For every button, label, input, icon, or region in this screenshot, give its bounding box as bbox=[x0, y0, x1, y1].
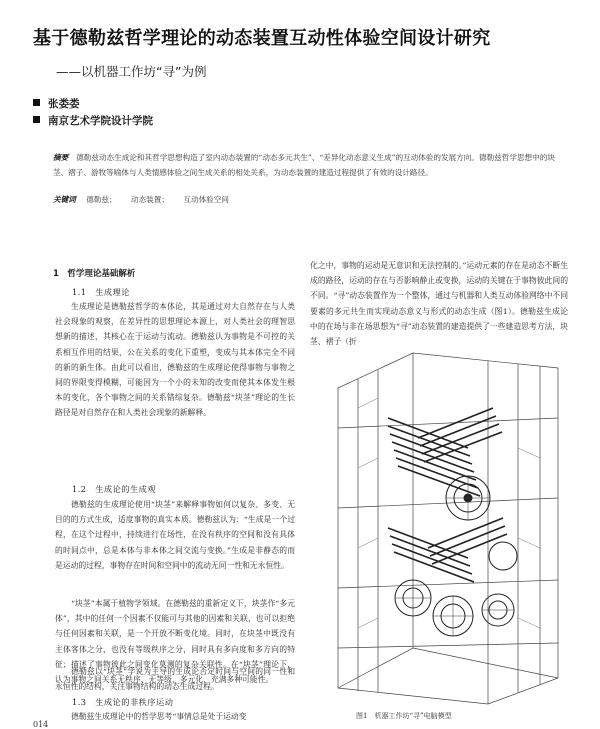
abstract-label: 摘要 bbox=[53, 153, 69, 162]
keyword: 动态装置； bbox=[131, 195, 169, 204]
author-affiliation: 南京艺术学院设计学院 bbox=[48, 115, 153, 127]
body-paragraph: 化之中，事物的运动是无意识和无法控制的。”运动元素的存在是动态不断生成的路径，运动的存在与否影响静止或变换，运动的关键在于事物彼此间的不同。“寻”动态装置作为一个整体，通过与机器和人类互动体验网络中不同要素的多元共生而实现动态意义与形式的动态生成（图1）。德勒兹生成论中的在场与非在场思想为“寻”动态装置的建造提供了一些建造思考方法，块茎、褶子（折 bbox=[310, 261, 568, 347]
section-heading: 1 哲学理论基础解析 bbox=[53, 269, 136, 279]
body-paragraph: 德勒兹以“块茎”学说为主导的生成论否定时间与空间的同一性和永恒性的结构，关注事物结构的动态生成过程。 bbox=[55, 667, 295, 692]
author-line bbox=[33, 96, 153, 113]
author-block bbox=[33, 96, 153, 130]
page-number: 014 bbox=[33, 720, 49, 729]
subsection-heading: 1.3 生成论的非秩序运动 bbox=[72, 697, 174, 707]
affiliation-line bbox=[33, 113, 153, 130]
abstract-text: 德勒兹动态生成论和其哲学思想构造了室内动态装置的“动态多元共生”、“差异化动态意义生成”的互动体验的发展方向。德勒兹哲学思想中的块茎、褶子、游牧等喻体与人类情感体验之间生成关系的相处关系，为动态装置的建造过程提供了有效的设计路径。 bbox=[53, 153, 555, 177]
bullet-square-icon bbox=[33, 116, 40, 123]
body-paragraph: “块茎”本属于植物学领域。在德勒兹的重新定义下，块茎作“多元体”，其中的任何一个因素不仅能可与其他的因素和关联，也可以拒绝与任何因素和关联，是一个开放不断变化境。同时，在块茎中既没有主体客体之分，也没有等级秩序之分，同时具有多向度和多方向的特征；描述了事物彼此之间变化莫测的复杂关联性。在“块茎”理论下，认为事物之间关系无秩序、无等级、多元化、充满多种可能性。 bbox=[55, 599, 295, 685]
keyword: 互动体验空间 bbox=[183, 195, 229, 204]
author-name: 张娄娄 bbox=[48, 98, 80, 110]
body-paragraph: 生成理论是德勒兹哲学的本体论，其是通过对大自然存在与人类社会现象的观察，在差异性的思想理论本源上，对人类社会的理智思想新的描述，其核心在于运动与流动。德勒兹认为事物是不可控的关系相互作用的结果，公在关系的变化下重塑，变成与其本体完全不同的新的新生体。由此可以看出，德勒兹的生成理论使得事物与事物之间的界限变得模糊，可能因为一个小的未知的改变而使其本体发生根本的变化，各个事物之间的关系错综复杂。德勒兹“块茎”理论的生长路径是对自然存在和人类社会现象的新解释。 bbox=[55, 302, 295, 418]
subsection-heading: 1.1 生成理论 bbox=[72, 287, 130, 297]
abstract bbox=[53, 150, 568, 180]
subsection-heading: 1.2 生成论的生成观 bbox=[72, 484, 157, 494]
paper-title: 基于德勒兹哲学理论的动态装置互动性体验空间设计研究 bbox=[33, 28, 491, 49]
bullet-square-icon bbox=[33, 99, 40, 106]
figure-caption: 图1 机器工作坊“寻”电脑模型 bbox=[356, 712, 452, 720]
keywords bbox=[53, 194, 241, 205]
body-paragraph: 德勒兹生成理论中的哲学思考“事情总是处于运动变 bbox=[71, 712, 247, 721]
keywords-label: 关键词 bbox=[53, 195, 76, 204]
body-paragraph: 德勒兹的生成理论使用“块茎”来解释事物如何以复杂、多变、无目的的方式生成，适度事物的真实本质。德勒兹认为：“生成是一个过程，在这个过程中，持续进行在场性，在没有秩序的空间和没有具体的时间点中，总是本体与非本体之间交流与变换。”生成是非静态的而是运动的过程，事物存在时间和空间中的流动无同一性和无永恒性。 bbox=[55, 500, 295, 570]
paper-subtitle: ——以机器工作坊“寻”为例 bbox=[56, 64, 207, 79]
machine-model-figure bbox=[318, 348, 568, 706]
keyword: 德勒兹； bbox=[86, 195, 117, 204]
